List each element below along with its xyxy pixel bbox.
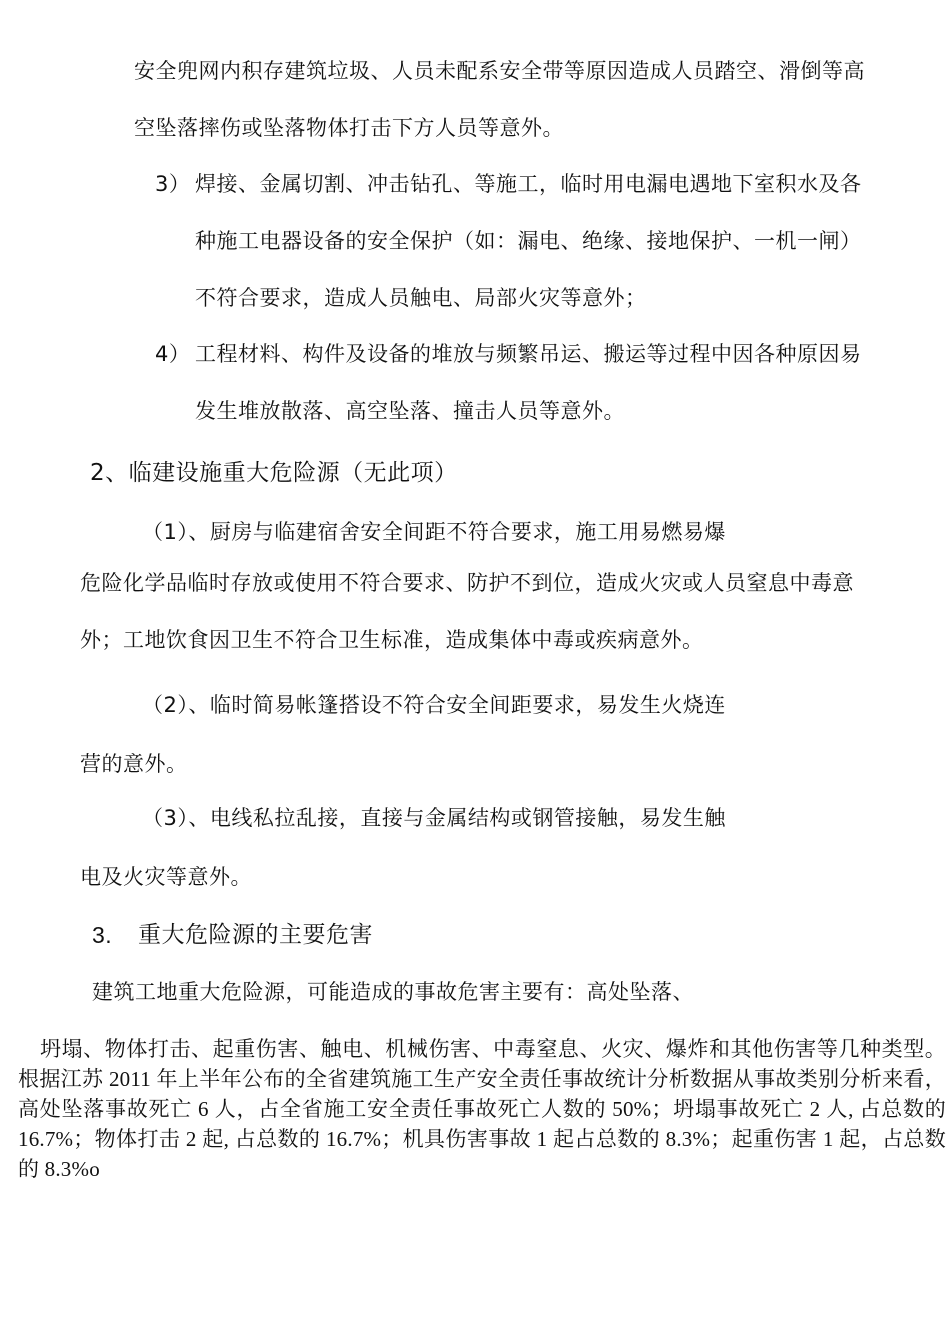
body-paragraph: 坍塌、物体打击、起重伤害、触电、机械伤害、中毒窒息、火灾、爆炸和其他伤害等几种类型。根据江苏 2011 年上半年公布的全省建筑施工生产安全责任事故统计分析数据从事故类别分析来看，高处坠落事故死亡 6 人，占全省施工安全责任事故死亡人数的 50%；坍塌事故死亡 2 人, 占总数的 16.7%；物体打击 2 起, 占总数的 16.7%；机具伤害事故 1 起占总数的 8.3%；起重伤害 1 起，占总数的 8.3%o <box>18 1037 946 1181</box>
text-line: 空坠落摔伤或坠落物体打击下方人员等意外。 <box>134 116 564 140</box>
text-line: （2）、临时简易帐篷搭设不符合安全间距要求，易发生火烧连 <box>142 693 726 717</box>
text-line: （1）、厨房与临建宿舍安全间距不符合要求，施工用易燃易爆 <box>142 520 726 544</box>
text-line: 营的意外。 <box>80 752 188 776</box>
text-line: 不符合要求，造成人员触电、局部火灾等意外； <box>195 286 647 310</box>
list-item-number: 3） <box>155 172 191 196</box>
text-line: 外；工地饮食因卫生不符合卫生标准，造成集体中毒或疾病意外。 <box>80 628 704 652</box>
section-heading: 2、临建设施重大危险源（无此项） <box>90 460 458 486</box>
text-line: 种施工电器设备的安全保护（如：漏电、绝缘、接地保护、一机一闸） <box>195 229 862 253</box>
section-heading: 重大危险源的主要危害 <box>138 922 373 948</box>
text-line: 焊接、金属切割、冲击钻孔、等施工，临时用电漏电遇地下室积水及各 <box>195 172 862 196</box>
text-line: 电及火灾等意外。 <box>80 865 252 889</box>
text-line: 安全兜网内积存建筑垃圾、人员未配系安全带等原因造成人员踏空、滑倒等高 <box>134 59 865 83</box>
text-line: 建筑工地重大危险源，可能造成的事故危害主要有：高处坠落、 <box>92 980 694 1004</box>
list-item-number: 4） <box>155 342 191 366</box>
text-line: 发生堆放散落、高空坠落、撞击人员等意外。 <box>195 399 625 423</box>
text-line: 工程材料、构件及设备的堆放与频繁吊运、搬运等过程中因各种原因易 <box>195 342 862 366</box>
text-line: 危险化学品临时存放或使用不符合要求、防护不到位，造成火灾或人员窒息中毒意 <box>80 571 854 595</box>
section-number: 3. <box>92 922 113 948</box>
text-line: （3）、电线私拉乱接，直接与金属结构或钢管接触，易发生触 <box>142 806 726 830</box>
